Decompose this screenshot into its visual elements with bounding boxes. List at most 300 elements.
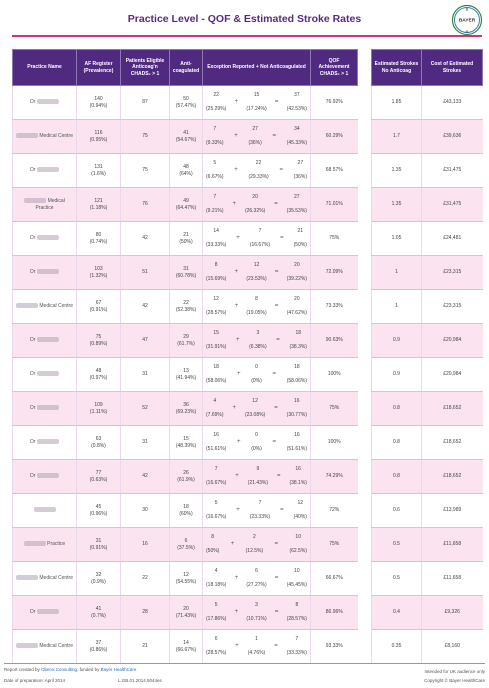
qof-cell: 74.29% (311, 460, 358, 494)
header-af-register: AF Register (Prevalence) (77, 50, 121, 86)
anticoagulated-percent: (64%) (179, 170, 193, 177)
not-anticoagulated-percent: (23.53%) (246, 276, 267, 282)
anticoagulated-cell (170, 188, 203, 222)
eligible-cell: 51 (121, 256, 170, 290)
qof-cell: 72% (311, 494, 358, 528)
af-register-value: 77 (95, 469, 102, 476)
exception-cell (203, 188, 311, 222)
qof-cell: 75% (311, 528, 358, 562)
equals-sign: = (280, 235, 284, 241)
equals-sign: = (276, 337, 280, 343)
cost-cell: £43,133 (422, 86, 483, 120)
exception-total-value: 16 (294, 398, 300, 404)
not-anticoagulated-value: 7 (258, 500, 262, 506)
qof-table (12, 49, 358, 664)
practice-name-prefix: Dr (30, 609, 36, 615)
header-eligible: Patients Eligible Anticoag'n CHADS₂ > 1 (121, 50, 170, 86)
af-register-percent: (0.9%) (91, 578, 106, 585)
af-register-percent: (1.6%) (91, 170, 106, 177)
est-strokes-cell: 0.35 (372, 630, 422, 664)
not-anticoagulated-percent: (0%) (251, 446, 262, 452)
equals-sign: = (274, 99, 279, 105)
funder-name: Bayer HealthCare (100, 667, 137, 672)
equals-sign: = (274, 201, 278, 207)
qof-cell: 75% (311, 392, 358, 426)
header-row (13, 50, 358, 86)
anticoagulated-value: 15 (183, 435, 189, 442)
equals-sign: = (274, 643, 278, 649)
equals-sign: = (274, 269, 279, 275)
exception-percent: (28.57%) (206, 310, 227, 316)
exception-cell (203, 222, 311, 256)
practice-name-prefix: Dr (30, 99, 36, 105)
af-register-value: 63 (95, 435, 102, 442)
exception-cell (203, 358, 311, 392)
equals-sign: = (279, 167, 283, 173)
table-row (13, 392, 358, 426)
est-strokes-cell: 0.8 (372, 392, 422, 426)
exception-total-value: 21 (297, 228, 304, 234)
redacted-name (24, 541, 46, 546)
qof-cell: 72.09% (311, 256, 358, 290)
exception-total-value: 27 (294, 194, 300, 200)
anticoagulated-value: 13 (183, 367, 189, 374)
af-register-percent: (0.91%) (89, 544, 108, 551)
anticoagulated-value: 18 (183, 503, 189, 510)
af-register-value: 48 (95, 367, 102, 374)
practice-name (13, 596, 77, 630)
exception-cell (203, 426, 311, 460)
est-strokes-cell: 0.8 (372, 426, 422, 460)
est-strokes-cell: 0.5 (372, 562, 422, 596)
anticoagulated-cell (170, 528, 203, 562)
af-register-cell (77, 222, 121, 256)
practice-name (13, 562, 77, 596)
document-code: L.GB.01.2014.5044es (118, 678, 162, 683)
practice-name (13, 154, 77, 188)
anticoagulated-value: 26 (183, 469, 189, 476)
table-row (372, 426, 483, 460)
header-exception: Exception Reported + Not Anticoagulated (203, 50, 311, 86)
exception-total-percent: (36%) (293, 174, 307, 180)
eligible-cell: 16 (121, 528, 170, 562)
anticoagulated-cell (170, 358, 203, 392)
plus-sign: + (232, 201, 236, 207)
plus-sign: + (230, 541, 235, 547)
exception-total-percent: (33.33%) (286, 650, 307, 656)
exception-total-percent: (35.53%) (286, 208, 307, 214)
not-anticoagulated-percent: (6.38%) (249, 344, 267, 350)
exception-total-value: 8 (295, 602, 299, 608)
exception-percent: (28.57%) (206, 650, 227, 656)
qof-cell: 68.57% (311, 154, 358, 188)
svg-text:R: R (465, 29, 469, 34)
plus-sign: + (234, 303, 239, 309)
af-register-value: 103 (94, 265, 103, 272)
exception-percent: (50%) (206, 548, 220, 554)
exception-cell (203, 528, 311, 562)
af-register-percent: (1.32%) (89, 272, 108, 279)
exception-value: 8 (214, 262, 218, 268)
redacted-name (37, 269, 59, 274)
not-anticoagulated-value: 27 (252, 126, 258, 132)
anticoagulated-percent: (60%) (179, 510, 193, 517)
anticoagulated-cell (170, 494, 203, 528)
exception-value: 7 (213, 126, 217, 132)
practice-name (13, 392, 77, 426)
af-register-cell (77, 494, 121, 528)
af-register-cell (77, 596, 121, 630)
anticoagulated-value: 31 (183, 265, 189, 272)
af-register-value: 131 (94, 163, 103, 170)
exception-value: 7 (214, 466, 218, 472)
exception-cell (203, 290, 311, 324)
exception-value: 7 (213, 194, 217, 200)
cost-cell: £23,315 (422, 290, 483, 324)
anticoagulated-value: 50 (183, 95, 189, 102)
af-register-percent: (0.96%) (89, 510, 108, 517)
redacted-name (37, 405, 59, 410)
practice-name-suffix: Medical Practice (35, 197, 65, 211)
qof-cell: 76.92% (311, 86, 358, 120)
table-row (13, 86, 358, 120)
eligible-cell: 76 (121, 188, 170, 222)
table-row (372, 460, 483, 494)
exception-cell (203, 256, 311, 290)
stroke-table (371, 49, 483, 664)
af-register-percent: (0.89%) (89, 340, 108, 347)
table-row (13, 290, 358, 324)
af-register-percent: (1.18%) (89, 204, 108, 211)
plus-sign: + (235, 337, 240, 343)
header-row (372, 50, 483, 86)
cost-cell: £8,160 (422, 630, 483, 664)
exception-total-value: 18 (295, 330, 301, 336)
cost-cell: £24,481 (422, 222, 483, 256)
af-register-percent: (0.7%) (91, 612, 106, 619)
table-row (372, 154, 483, 188)
eligible-cell: 28 (121, 596, 170, 630)
anticoagulated-percent: (64.47%) (175, 204, 197, 211)
practice-name-prefix: Dr (30, 405, 36, 411)
practice-name-suffix: Practice (47, 541, 66, 547)
table-row (372, 86, 483, 120)
not-anticoagulated-value: 2 (253, 534, 256, 540)
equals-sign: = (272, 371, 276, 377)
svg-text:B: B (465, 6, 469, 12)
exception-percent: (25.29%) (206, 106, 227, 112)
anticoagulated-value: 20 (183, 605, 189, 612)
practice-name (13, 86, 77, 120)
anticoagulated-cell (170, 86, 203, 120)
anticoagulated-cell (170, 426, 203, 460)
af-register-cell (77, 154, 121, 188)
equals-sign: = (280, 507, 284, 513)
af-register-cell (77, 528, 121, 562)
cost-cell: £31,475 (422, 154, 483, 188)
exception-cell (203, 562, 311, 596)
not-anticoagulated-value: 0 (255, 432, 258, 438)
table-row (13, 188, 358, 222)
exception-value: 12 (213, 296, 219, 302)
exception-percent: (17.86%) (206, 616, 227, 622)
table-row (13, 494, 358, 528)
af-register-value: 41 (95, 605, 102, 612)
practice-name-suffix: Medical Centre (39, 303, 74, 309)
exception-percent: (9.33%) (206, 140, 224, 146)
exception-percent: (51.61%) (206, 446, 227, 452)
exception-cell (203, 154, 311, 188)
redacted-name (16, 303, 38, 308)
eligible-cell: 30 (121, 494, 170, 528)
cost-cell: £18,652 (422, 392, 483, 426)
plus-sign: + (237, 371, 241, 377)
redacted-name (16, 133, 38, 138)
af-register-cell (77, 630, 121, 664)
equals-sign: = (274, 541, 279, 547)
qof-cell: 71.01% (311, 188, 358, 222)
exception-total-percent: (30.77%) (286, 412, 307, 418)
not-anticoagulated-value: 0 (255, 364, 258, 370)
af-register-cell (77, 392, 121, 426)
af-register-value: 140 (94, 95, 103, 102)
est-strokes-cell: 1 (372, 290, 422, 324)
table-row (13, 596, 358, 630)
table-row (372, 494, 483, 528)
practice-name (13, 256, 77, 290)
exception-percent: (6.67%) (206, 174, 224, 180)
equals-sign: = (274, 405, 278, 411)
plus-sign: + (234, 133, 238, 139)
af-register-percent: (0.74%) (89, 238, 108, 245)
qof-cell: 86.96% (311, 596, 358, 630)
practice-name (13, 120, 77, 154)
practice-name (13, 528, 77, 562)
not-anticoagulated-value: 8 (255, 296, 258, 302)
af-register-percent: (0.91%) (89, 306, 108, 313)
est-strokes-cell: 1.85 (372, 86, 422, 120)
anticoagulated-cell (170, 630, 203, 664)
exception-cell (203, 324, 311, 358)
not-anticoagulated-percent: (29.33%) (248, 174, 269, 180)
practice-name-prefix: Dr (30, 235, 36, 241)
practice-name-prefix: Dr (30, 337, 36, 343)
af-register-value: 116 (94, 129, 103, 136)
not-anticoagulated-percent: (21.43%) (247, 480, 269, 486)
date-of-preparation: Date of preparation: April 2014 (4, 678, 66, 683)
redacted-name (37, 473, 59, 478)
anticoagulated-value: 29 (183, 333, 189, 340)
qof-cell: 90.63% (311, 324, 358, 358)
qof-cell: 100% (311, 358, 358, 392)
exception-value: 4 (213, 398, 217, 404)
qof-cell: 66.67% (311, 562, 358, 596)
cost-cell: £31,475 (422, 188, 483, 222)
plus-sign: + (234, 575, 239, 581)
anticoagulated-value: 21 (183, 231, 189, 238)
af-register-percent: (0.97%) (89, 374, 108, 381)
cost-cell: £11,658 (422, 528, 483, 562)
qof-cell: 60.29% (311, 120, 358, 154)
not-anticoagulated-percent: (23.08%) (244, 412, 266, 418)
eligible-cell: 47 (121, 324, 170, 358)
redacted-name (16, 643, 38, 648)
not-anticoagulated-value: 9 (256, 466, 260, 472)
est-strokes-cell: 0.4 (372, 596, 422, 630)
table-row (372, 256, 483, 290)
plus-sign: + (235, 473, 239, 479)
redacted-name (37, 337, 59, 342)
exception-cell (203, 392, 311, 426)
exception-percent: (16.67%) (206, 480, 227, 486)
exception-total-percent: (58.06%) (286, 378, 307, 384)
exception-total-value: 27 (297, 160, 304, 166)
table-row (372, 188, 483, 222)
af-register-value: 45 (95, 503, 102, 510)
exception-cell (203, 630, 311, 664)
af-register-cell (77, 562, 121, 596)
anticoagulated-value: 14 (183, 639, 189, 646)
table-row (372, 562, 483, 596)
eligible-cell: 31 (121, 358, 170, 392)
eligible-cell: 87 (121, 86, 170, 120)
cost-cell: £13,989 (422, 494, 483, 528)
anticoagulated-percent: (54.55%) (175, 578, 197, 585)
exception-value: 14 (213, 228, 219, 234)
exception-total-percent: (51.61%) (286, 446, 307, 452)
plus-sign: + (234, 609, 239, 615)
af-register-value: 67 (95, 299, 102, 306)
exception-cell (203, 120, 311, 154)
anticoagulated-percent: (60.78%) (175, 272, 197, 279)
af-register-percent: (0.8%) (91, 442, 106, 449)
practice-name (13, 324, 77, 358)
anticoagulated-value: 22 (183, 299, 189, 306)
page-title: Practice Level - QOF & Estimated Stroke Rates (127, 13, 362, 25)
exception-percent: (33.33%) (206, 242, 227, 248)
table-row (13, 630, 358, 664)
table-row (372, 596, 483, 630)
practice-name (13, 358, 77, 392)
report-prefix: Report created by (4, 667, 42, 672)
exception-total-percent: (42.53%) (286, 106, 307, 112)
bayer-cross-logo (451, 4, 483, 36)
table-row (372, 222, 483, 256)
af-register-cell (77, 324, 121, 358)
not-anticoagulated-percent: (16.67%) (249, 242, 271, 248)
af-register-percent: (0.94%) (89, 102, 108, 109)
practice-name-prefix: Dr (30, 167, 36, 173)
header-qof: QOF Achievement CHADS₂ > 1 (311, 50, 358, 86)
est-strokes-cell: 0.8 (372, 460, 422, 494)
redacted-name (37, 609, 59, 614)
anticoagulated-percent: (54.67%) (175, 136, 197, 143)
practice-name-suffix: Medical Centre (39, 643, 74, 649)
anticoagulated-percent: (57.47%) (175, 102, 197, 109)
qof-cell: 73.33% (311, 290, 358, 324)
practice-name (13, 494, 77, 528)
header-practice: Practice Name (13, 50, 77, 86)
af-register-percent: (0.95%) (89, 136, 108, 143)
table-row (372, 392, 483, 426)
redacted-name (37, 235, 59, 240)
table-row (13, 562, 358, 596)
not-anticoagulated-percent: (26.32%) (244, 208, 266, 214)
af-register-value: 80 (95, 231, 102, 238)
redacted-name (37, 167, 59, 172)
exception-value: 5 (214, 602, 218, 608)
est-strokes-cell: 0.9 (372, 324, 422, 358)
not-anticoagulated-percent: (27.27%) (246, 582, 267, 588)
table-row (13, 256, 358, 290)
header-anticoagulated: Anti-coagulated (170, 50, 203, 86)
table-row (13, 528, 358, 562)
est-strokes-cell: 1.05 (372, 222, 422, 256)
anticoagulated-percent: (48.39%) (175, 442, 197, 449)
qof-cell: 100% (311, 426, 358, 460)
audience-note: Intended for UK audience only (424, 669, 485, 674)
af-register-percent: (1.11%) (89, 408, 108, 415)
anticoagulated-cell (170, 290, 203, 324)
practice-name-prefix: Dr (30, 371, 36, 377)
exception-value: 18 (213, 364, 219, 370)
eligible-cell: 75 (121, 120, 170, 154)
practice-name-prefix: Dr (30, 473, 36, 479)
table-row (13, 222, 358, 256)
logo-text: BAYER (458, 18, 476, 24)
exception-total-percent: (50%) (293, 242, 307, 248)
exception-value: 8 (211, 534, 215, 540)
not-anticoagulated-percent: (36%) (248, 140, 262, 146)
anticoagulated-percent: (50%) (179, 238, 193, 245)
est-strokes-cell: 0.5 (372, 528, 422, 562)
exception-value: 4 (214, 568, 218, 574)
redacted-name (24, 198, 46, 203)
cost-cell: £20,984 (422, 358, 483, 392)
table-row (13, 426, 358, 460)
exception-total-percent: (38.3%) (289, 344, 307, 350)
equals-sign: = (274, 575, 279, 581)
table-row (372, 528, 483, 562)
exception-percent: (9.21%) (206, 208, 224, 214)
exception-total-percent: (38.1%) (289, 480, 307, 486)
exception-cell (203, 494, 311, 528)
est-strokes-cell: 0.6 (372, 494, 422, 528)
anticoagulated-value: 12 (183, 571, 189, 578)
equals-sign: = (272, 133, 276, 139)
exception-percent: (15.69%) (206, 276, 227, 282)
title-divider (12, 35, 482, 37)
anticoagulated-cell (170, 324, 203, 358)
qof-cell: 75% (311, 222, 358, 256)
exception-percent: (58.06%) (206, 378, 227, 384)
exception-total-percent: (39.22%) (286, 276, 307, 282)
anticoagulated-percent: (66.67%) (175, 646, 197, 653)
est-strokes-cell: 1.35 (372, 188, 422, 222)
eligible-cell: 42 (121, 290, 170, 324)
table-row (372, 630, 483, 664)
practice-name (13, 460, 77, 494)
table-row (13, 460, 358, 494)
anticoagulated-percent: (61.7%) (177, 340, 195, 347)
af-register-cell (77, 256, 121, 290)
not-anticoagulated-value: 12 (252, 398, 258, 404)
anticoagulated-percent: (52.38%) (175, 306, 197, 313)
cost-cell: £23,315 (422, 256, 483, 290)
anticoagulated-value: 36 (183, 401, 189, 408)
anticoagulated-cell (170, 392, 203, 426)
exception-total-percent: (40%) (293, 514, 307, 520)
